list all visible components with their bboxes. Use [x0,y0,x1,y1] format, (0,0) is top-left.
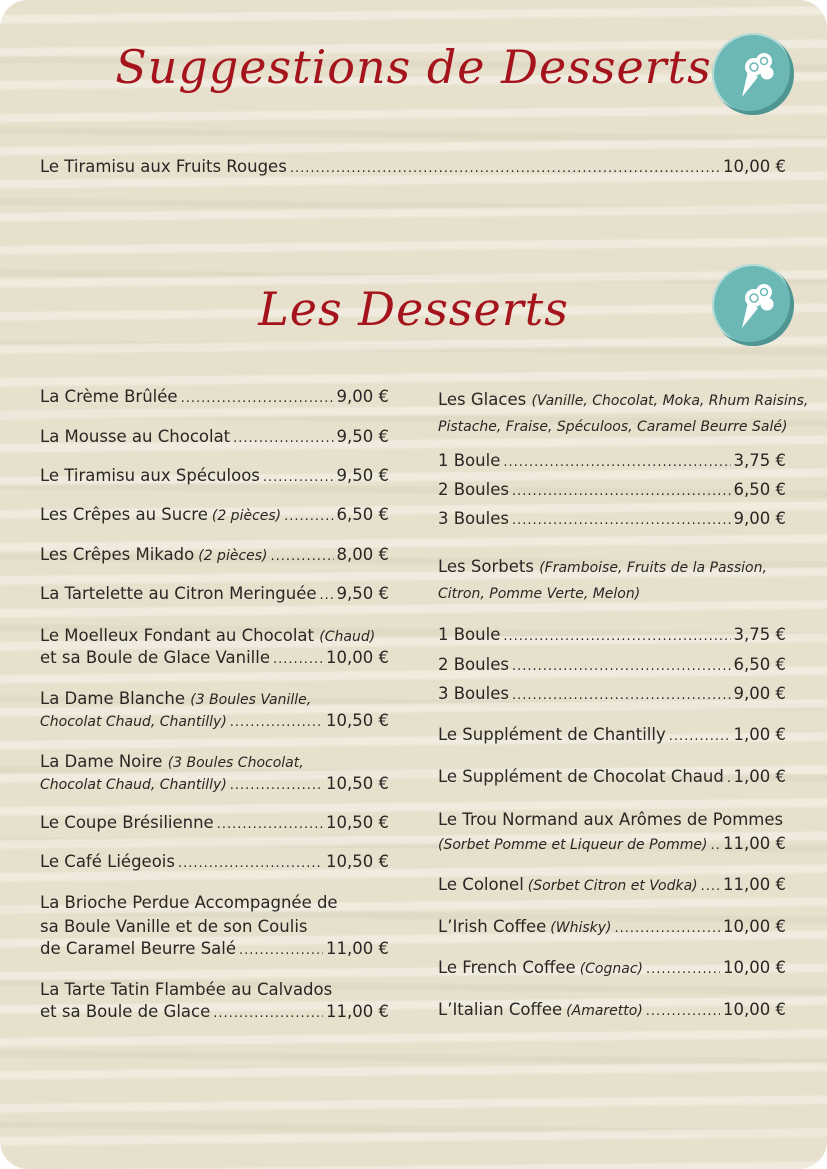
suggestion-item [40,157,786,176]
menu-item [40,852,389,871]
sorbets-header [438,554,786,607]
leader-dots [271,549,334,564]
item-name: La Dame Blanche [40,689,185,708]
leader-dots [239,943,323,958]
menu-item [40,466,389,485]
item-note: (Framboise, Fruits de la Passion, [539,560,767,576]
item-price: 1,00 € [733,767,786,786]
item-name: La Tartelette au Citron Meringuée [40,584,317,603]
leader-dots [669,729,731,744]
item-price: 10,00 € [723,1000,786,1019]
item-price: 10,50 € [326,774,389,793]
item-price: 11,00 € [723,875,786,894]
item-name: L’Irish Coffee [438,917,547,936]
leader-dots [727,771,731,786]
menu-item-last-line [438,834,786,853]
glaces-header [438,387,809,440]
ice-cream-cone-icon [712,33,794,115]
leader-dots [217,817,323,832]
leader-dots [320,588,334,603]
menu-item-multiline [40,624,389,649]
desserts-title: Les Desserts [258,282,569,336]
option-price: 9,00 € [733,684,786,703]
item-note: (Vanille, Chocolat, Moka, Rhum Raisins, [531,393,809,409]
option-name: 2 Boules [438,480,509,499]
leader-dots [614,921,720,936]
item-note: (Cognac) [579,961,643,977]
item-name: Le Trou Normand aux Arômes de Pommes [438,810,784,829]
item-price: 10,50 € [326,711,389,730]
suggestions-title: Suggestions de Desserts [115,40,712,94]
item-name: Les Glaces [438,390,527,409]
option-price: 3,75 € [733,451,786,470]
item-price: 11,00 € [326,1002,389,1021]
item-name-line: La Tarte Tatin Flambée au Calvados [40,980,333,999]
item-name: Le Coupe Brésilienne [40,813,214,832]
item-name-line: et sa Boule de Glace Vanille [40,648,270,667]
leader-dots [503,629,730,644]
item-note: (3 Boules Chocolat, [167,755,304,771]
item-name: L’Italian Coffee [438,1000,563,1019]
scoop-option [438,655,786,674]
item-note: (2 pièces) [211,508,282,524]
leader-dots [263,470,334,485]
item-name-line: La Brioche Perdue Accompagnée de [40,893,338,912]
item-name-line: sa Boule Vanille et de son Coulis [40,917,308,936]
item-note: Chocolat Chaud, Chantilly) [40,777,227,793]
item-price: 8,00 € [336,545,389,564]
leader-dots [290,161,720,176]
ice-cream-cone-icon [712,264,794,346]
item-price: 10,00 € [326,648,389,667]
option-name: 1 Boule [438,451,501,470]
menu-item [438,1000,786,1019]
leader-dots [710,838,720,853]
item-name: Le Tiramisu aux Spéculoos [40,466,260,485]
scoop-option [438,684,786,703]
item-price: 10,00 € [723,958,786,977]
item-price: 9,50 € [336,584,389,603]
menu-item-last-line [40,1002,389,1021]
leader-dots [178,856,323,871]
item-price: 10,00 € [723,917,786,936]
item-note: (Chaud) [319,629,376,645]
menu-item [40,813,389,832]
item-price: 9,50 € [336,466,389,485]
item-name: La Mousse au Chocolat [40,427,231,446]
item-name-line: et sa Boule de Glace [40,1002,211,1021]
leader-dots [646,962,720,977]
item-name: Le Colonel [438,875,524,894]
leader-dots [646,1004,720,1019]
scoop-option [438,451,786,470]
menu-item [438,725,786,744]
option-name: 2 Boules [438,655,509,674]
item-price: 6,50 € [336,505,389,524]
menu-item-multiline [40,891,389,939]
menu-item-last-line [40,939,389,958]
scoop-option [438,480,786,499]
menu-item [438,917,786,936]
menu-item-multiline [40,687,389,712]
item-price: 9,50 € [336,427,389,446]
item-name: Le Café Liégeois [40,852,175,871]
leader-dots [701,879,720,894]
menu-item [438,875,786,894]
item-price: 10,50 € [326,813,389,832]
item-name: Le Supplément de Chantilly [438,725,666,744]
option-name: 3 Boules [438,684,509,703]
item-name-line: de Caramel Beurre Salé [40,939,237,958]
item-price: 11,00 € [723,834,786,853]
leader-dots [273,652,323,667]
menu-item [40,427,389,446]
item-name: La Dame Noire [40,752,163,771]
item-name: La Crème Brûlée [40,387,178,406]
menu-item [40,505,389,524]
item-note: Pistache, Fraise, Spéculoos, Caramel Beurre Salé) [438,419,788,435]
leader-dots [512,513,731,528]
item-note: (Whisky) [550,920,612,936]
menu-item-multiline [40,750,389,775]
menu-item [40,584,389,603]
option-price: 6,50 € [733,655,786,674]
menu-item-last-line [40,711,389,730]
item-name: Les Sorbets [438,557,534,576]
item-name-line: Le Moelleux Fondant au Chocolat [40,626,314,645]
menu-item-last-line [40,648,389,667]
option-price: 3,75 € [733,625,786,644]
option-price: 6,50 € [733,480,786,499]
menu-item [40,387,389,406]
menu-item-multiline [438,808,786,832]
leader-dots [230,715,323,730]
item-name: Les Crêpes Mikado [40,545,195,564]
leader-dots [230,778,323,793]
item-name: Le Supplément de Chocolat Chaud [438,767,724,786]
menu-item [438,767,786,786]
item-note: (Amaretto) [566,1003,643,1019]
leader-dots [233,431,333,446]
scoop-option [438,509,786,528]
item-price: 10,50 € [326,852,389,871]
menu-item [40,545,389,564]
leader-dots [503,455,730,470]
item-note: (Sorbet Citron et Vodka) [527,878,698,894]
item-price: 9,00 € [336,387,389,406]
option-name: 3 Boules [438,509,509,528]
item-name: Le Tiramisu aux Fruits Rouges [40,157,287,176]
item-price: 1,00 € [733,725,786,744]
item-price: 10,00 € [723,157,786,176]
item-note: (Sorbet Pomme et Liqueur de Pomme) [438,837,708,853]
option-name: 1 Boule [438,625,501,644]
leader-dots [512,688,731,703]
option-price: 9,00 € [733,509,786,528]
leader-dots [181,391,334,406]
scoop-option [438,625,786,644]
item-name: Le French Coffee [438,958,576,977]
item-note: (3 Boules Vanille, [190,692,312,708]
leader-dots [213,1006,323,1021]
leader-dots [284,509,333,524]
leader-dots [512,659,731,674]
menu-item-multiline [40,978,389,1002]
item-note: (2 pièces) [198,548,268,564]
leader-dots [512,484,731,499]
item-note: Citron, Pomme Verte, Melon) [438,586,641,602]
item-name: Les Crêpes au Sucre [40,505,208,524]
menu-item [438,958,786,977]
item-note: Chocolat Chaud, Chantilly) [40,714,227,730]
item-price: 11,00 € [326,939,389,958]
menu-item-last-line [40,774,389,793]
